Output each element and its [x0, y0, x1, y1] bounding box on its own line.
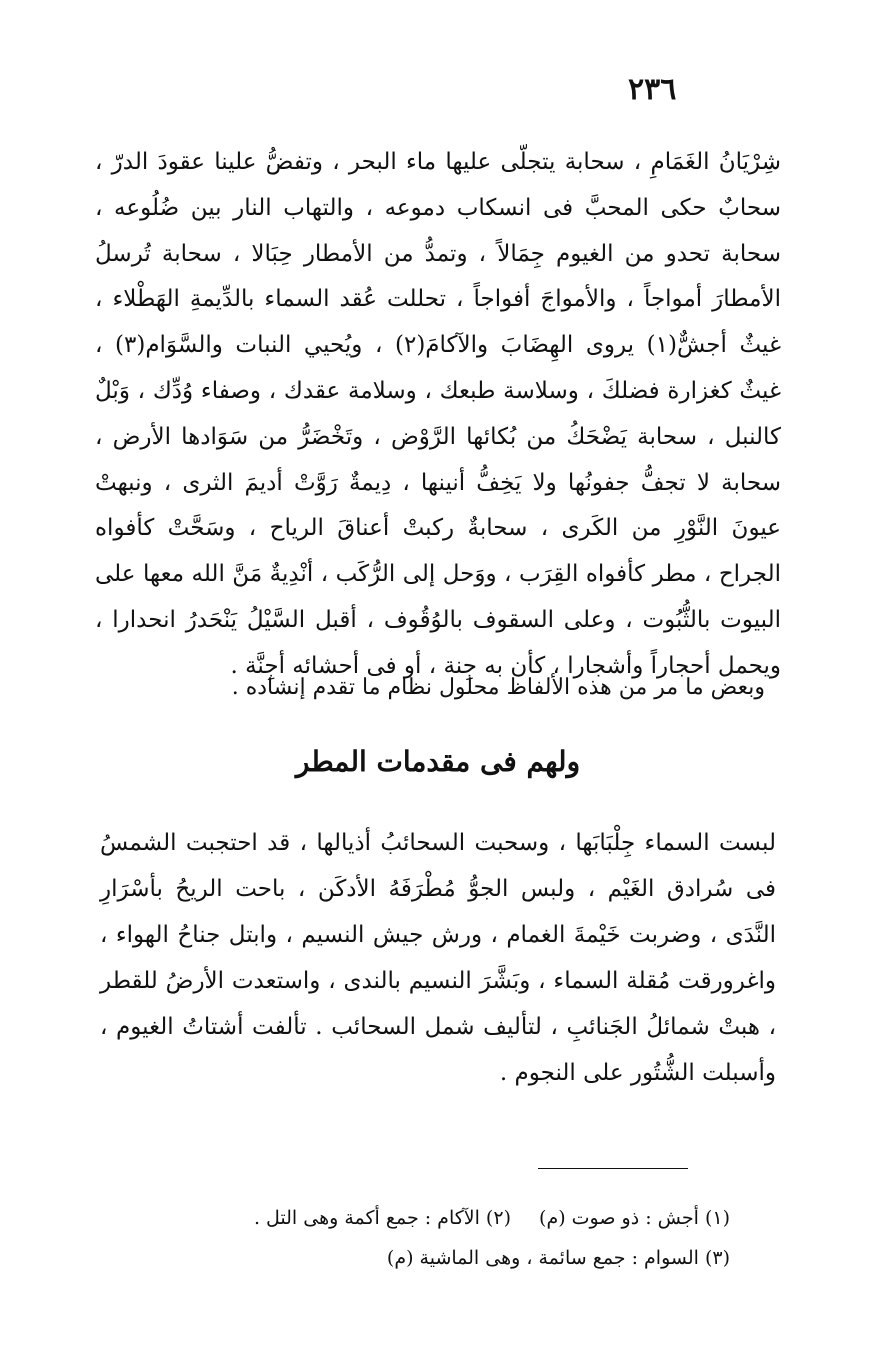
- footnote-line-2: [160, 1238, 730, 1278]
- body-paragraph-note: وبعض ما مر من هذه الألفاظ محلول نظام ما تقدم إنشاده .: [231, 675, 765, 700]
- footnote-2: (٢) الآكام : جمع أكمة وهى التل .: [253, 1207, 511, 1229]
- body-paragraph-rain-preludes: لبست السماء جِلْبَابَها ، وسحبت السحائبُ أذيالها ، قد احتجبت الشمسُ فى سُرادق الغَيْم ، ولبس الجوُّ مُطْرَفَهُ الأدكَن ، باحت الريحُ بأسْرَارِ النَّدَى ، وضربت خَيْمةَ الغمام ، ورش جيش النسيم ، وابتل جناحُ الهواء ، واغرورقت مُقلة السماء ، وبَشَّرَ النسيم بالندى ، واستعدت الأرضُ للقطر ، هبتْ شمائلُ الجَنائبِ ، لتأليف شمل السحائب . تألفت أشتاتُ الغيوم ، وأسبلت الشُّتُور على النجوم .: [100, 830, 776, 1086]
- footnote-3: (٣) السوام : جمع سائمة ، وهى الماشية (م): [386, 1247, 730, 1269]
- section-heading: ولهم فى مقدمات المطر: [295, 745, 581, 778]
- page-number: ٢٣٦: [628, 72, 677, 107]
- footnote-line-1: [160, 1198, 730, 1238]
- footnote-1: (١) أجش : ذو صوت (م): [539, 1207, 730, 1229]
- body-paragraph-rain-descriptions: شِرْيَانُ الغَمَامِ ، سحابة يتجلّى عليها ماء البحر ، وتفضُّ علينا عقودَ الدرّ ، سحابٌ حكى المحبَّ فى انسكاب دموعه ، والتهاب النار بين ضُلُوعه ، سحابة تحدو من الغيوم جِمَالاً ، وتمدُّ من الأمطار حِبَالا ، سحابة تُرسلُ الأمطارَ أمواجاً ، والأمواجَ أفواجاً ، تحللت عُقد السماء بالدِّيمةِ الهَطْلاء ، غيثٌ أجشٌّ(١) يروى الهِضَابَ والآكامَ(٢) ، ويُحيي النبات والسَّوَام(٣) ، غيثٌ كغزارة فضلكَ ، وسلاسة طبعك ، وسلامة عقدك ، وصفاء وُدِّك ، وَبْلٌ كالنبل ، سحابة يَضْحَكُ من بُكائها الرَّوْض ، وتَخْضَرُّ من سَوَادها الأرض ، سحابة لا تجفُّ جفونُها ولا يَخِفُّ أنينها ، دِيمةٌ رَوَّتْ أديمَ الثرى ، ونبهتْ عيونَ النَّوْرِ من الكَرى ، سحابةٌ ركبتْ أعناقَ الرياح ، وسَحَّتْ كأفواه الجراح ، مطر كأفواه القِرَب ، ووَحل إلى الرُّكَب ، أنْدِيةٌ مَنَّ الله معها على البيوت بالثُّبُوت ، وعلى السقوف بالوُقُوف ، أقبل السَّيْلُ يَنْحَدرُ انحدارا ، ويحمل أحجاراً وأشجارا ، كأن به جِنة ، أو فى أحشائه أجِنَّة .: [95, 149, 781, 679]
- footnotes: [160, 1198, 730, 1278]
- footnote-divider: [538, 1168, 688, 1169]
